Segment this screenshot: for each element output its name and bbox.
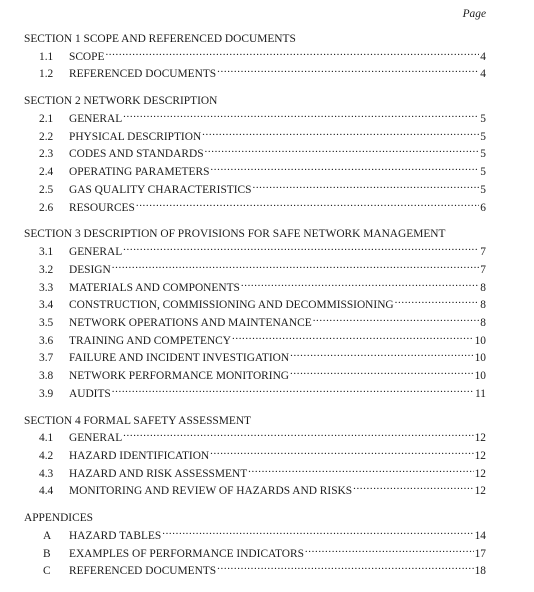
- entry-title: SCOPE: [69, 50, 105, 63]
- dot-leader: [313, 313, 479, 326]
- entry-number: 3.4: [39, 299, 54, 312]
- dot-leader: [290, 348, 474, 361]
- dot-leader: [123, 242, 479, 255]
- entry-title: TRAINING AND COMPETENCY: [69, 334, 231, 347]
- dot-leader: [205, 144, 479, 157]
- toc-entry[interactable]: [24, 446, 486, 464]
- dot-leader: [123, 109, 479, 122]
- dot-leader: [305, 544, 474, 557]
- entry-title: HAZARD TABLES: [69, 530, 162, 543]
- toc-section: [24, 415, 486, 500]
- entry-title: CODES AND STANDARDS: [69, 148, 204, 161]
- entry-number: 1.2: [39, 68, 54, 81]
- toc-entry[interactable]: [24, 144, 486, 162]
- entry-number: 4.3: [39, 467, 54, 480]
- toc-entry[interactable]: [24, 428, 486, 446]
- toc-entry[interactable]: [24, 180, 486, 198]
- dot-leader: [217, 64, 479, 77]
- dot-leader: [123, 428, 473, 441]
- toc-entry[interactable]: [24, 242, 486, 260]
- entry-number: 4.1: [39, 432, 54, 445]
- toc-entry[interactable]: [24, 109, 486, 127]
- entry-page-number: 8: [480, 316, 486, 329]
- entry-title: MONITORING AND REVIEW OF HAZARDS AND RISKS: [69, 485, 353, 498]
- section-heading[interactable]: SECTION 1 SCOPE AND REFERENCED DOCUMENTS: [24, 33, 296, 45]
- entry-number: 3.5: [39, 316, 54, 329]
- dot-leader: [395, 295, 479, 308]
- entry-number: 4.4: [39, 485, 54, 498]
- dot-leader: [162, 526, 473, 539]
- dot-leader: [290, 366, 474, 379]
- entry-title: DESIGN: [69, 263, 111, 276]
- entry-page-number: 7: [480, 263, 486, 276]
- entry-title: AUDITS: [69, 387, 111, 400]
- entry-page-number: 12: [474, 432, 486, 445]
- toc-entry[interactable]: [24, 348, 486, 366]
- entry-number: C: [43, 565, 51, 578]
- dot-leader: [232, 331, 474, 344]
- section-heading[interactable]: SECTION 3 DESCRIPTION OF PROVISIONS FOR SAFE NETWORK MANAGEMENT: [24, 228, 446, 241]
- toc-section: [24, 512, 486, 579]
- dot-leader: [252, 180, 479, 193]
- entry-page-number: 5: [480, 148, 486, 161]
- toc-entry[interactable]: [24, 198, 486, 216]
- toc-section: [24, 228, 486, 401]
- dot-leader: [248, 464, 473, 477]
- entry-page-number: 8: [480, 281, 486, 294]
- entry-page-number: 4: [480, 50, 486, 63]
- entry-page-number: 18: [474, 565, 486, 578]
- dot-leader: [112, 384, 474, 397]
- page-column-label: Page: [462, 8, 486, 20]
- entry-number: 2.3: [39, 148, 54, 161]
- entry-page-number: 12: [474, 450, 486, 463]
- dot-leader: [105, 47, 479, 60]
- entry-title: CONSTRUCTION, COMMISSIONING AND DECOMMISSIONING: [69, 299, 394, 312]
- dot-leader: [202, 127, 479, 140]
- entry-title: GAS QUALITY CHARACTERISTICS: [69, 183, 252, 196]
- entry-page-number: 5: [480, 183, 486, 196]
- toc-entry[interactable]: [24, 561, 486, 579]
- toc-entry[interactable]: [24, 366, 486, 384]
- toc-entry[interactable]: [24, 313, 486, 331]
- dot-leader: [136, 198, 479, 211]
- dot-leader: [112, 260, 479, 273]
- dot-leader: [217, 561, 473, 574]
- entry-title: EXAMPLES OF PERFORMANCE INDICATORS: [69, 547, 304, 560]
- toc-entry[interactable]: [24, 47, 486, 65]
- toc-entry[interactable]: [24, 260, 486, 278]
- entry-title: HAZARD IDENTIFICATION: [69, 450, 210, 463]
- dot-leader: [210, 162, 479, 175]
- entry-title: GENERAL: [69, 113, 123, 125]
- entry-title: RESOURCES: [69, 201, 135, 214]
- toc-entry[interactable]: [24, 544, 486, 562]
- entry-page-number: 14: [474, 530, 486, 543]
- entry-number: 2.5: [39, 183, 54, 196]
- entry-page-number: 10: [474, 334, 486, 347]
- toc-entry[interactable]: [24, 526, 486, 544]
- toc-entry[interactable]: [24, 64, 486, 82]
- entry-number: 2.4: [39, 166, 54, 179]
- entry-title: MATERIALS AND COMPONENTS: [69, 281, 240, 294]
- toc-section: [24, 33, 486, 82]
- entry-number: 2.2: [39, 130, 54, 143]
- section-heading[interactable]: SECTION 4 FORMAL SAFETY ASSESSMENT: [24, 414, 252, 427]
- entry-title: FAILURE AND INCIDENT INVESTIGATION: [69, 352, 290, 365]
- entry-number: 3.8: [39, 370, 54, 383]
- entry-page-number: 5: [480, 130, 486, 143]
- entry-page-number: 11: [475, 387, 486, 400]
- entry-number: 2.1: [39, 113, 54, 125]
- entry-title: OPERATING PARAMETERS: [69, 166, 210, 179]
- entry-title: NETWORK OPERATIONS AND MAINTENANCE: [69, 316, 312, 329]
- table-of-contents: [24, 33, 486, 592]
- entry-title: GENERAL: [69, 432, 123, 445]
- entry-page-number: 6: [480, 201, 486, 214]
- entry-number: 3.2: [39, 263, 54, 276]
- toc-entry[interactable]: [24, 295, 486, 313]
- entry-number: 3.6: [39, 334, 54, 347]
- entry-number: 4.2: [39, 450, 54, 463]
- toc-entry[interactable]: [24, 481, 486, 499]
- entry-page-number: 8: [480, 299, 486, 312]
- entry-title: REFERENCED DOCUMENTS: [69, 68, 217, 81]
- toc-entry[interactable]: [24, 127, 486, 145]
- entry-number: 3.1: [39, 246, 54, 259]
- toc-entry[interactable]: [24, 162, 486, 180]
- entry-page-number: 5: [480, 166, 486, 179]
- entry-page-number: 17: [474, 547, 486, 560]
- entry-page-number: 12: [474, 467, 486, 480]
- entry-page-number: 10: [474, 370, 486, 383]
- entry-title: REFERENCED DOCUMENTS: [69, 565, 217, 578]
- entry-number: 3.3: [39, 281, 54, 294]
- entry-number: 2.6: [39, 201, 54, 214]
- entry-title: PHYSICAL DESCRIPTION: [69, 130, 202, 143]
- section-heading[interactable]: SECTION 2 NETWORK DESCRIPTION: [24, 95, 218, 108]
- entry-title: HAZARD AND RISK ASSESSMENT: [69, 467, 248, 480]
- entry-title: NETWORK PERFORMANCE MONITORING: [69, 370, 290, 383]
- entry-page-number: 12: [474, 485, 486, 498]
- toc-entry[interactable]: [24, 464, 486, 482]
- dot-leader: [241, 278, 479, 291]
- entry-page-number: 10: [474, 352, 486, 365]
- entry-page-number: 7: [480, 246, 486, 259]
- entry-number: A: [43, 530, 52, 543]
- entry-number: 3.9: [39, 387, 54, 400]
- entry-number: B: [43, 547, 51, 560]
- entry-number: 1.1: [39, 50, 54, 63]
- section-heading[interactable]: APPENDICES: [24, 512, 93, 525]
- toc-entry[interactable]: [24, 278, 486, 296]
- dot-leader: [353, 481, 474, 494]
- entry-page-number: 4: [480, 68, 486, 81]
- dot-leader: [210, 446, 473, 459]
- entry-page-number: 5: [480, 113, 486, 125]
- entry-number: 3.7: [39, 352, 54, 365]
- entry-title: GENERAL: [69, 246, 123, 259]
- toc-section: [24, 95, 486, 215]
- toc-entry[interactable]: [24, 331, 486, 349]
- toc-entry[interactable]: [24, 384, 486, 402]
